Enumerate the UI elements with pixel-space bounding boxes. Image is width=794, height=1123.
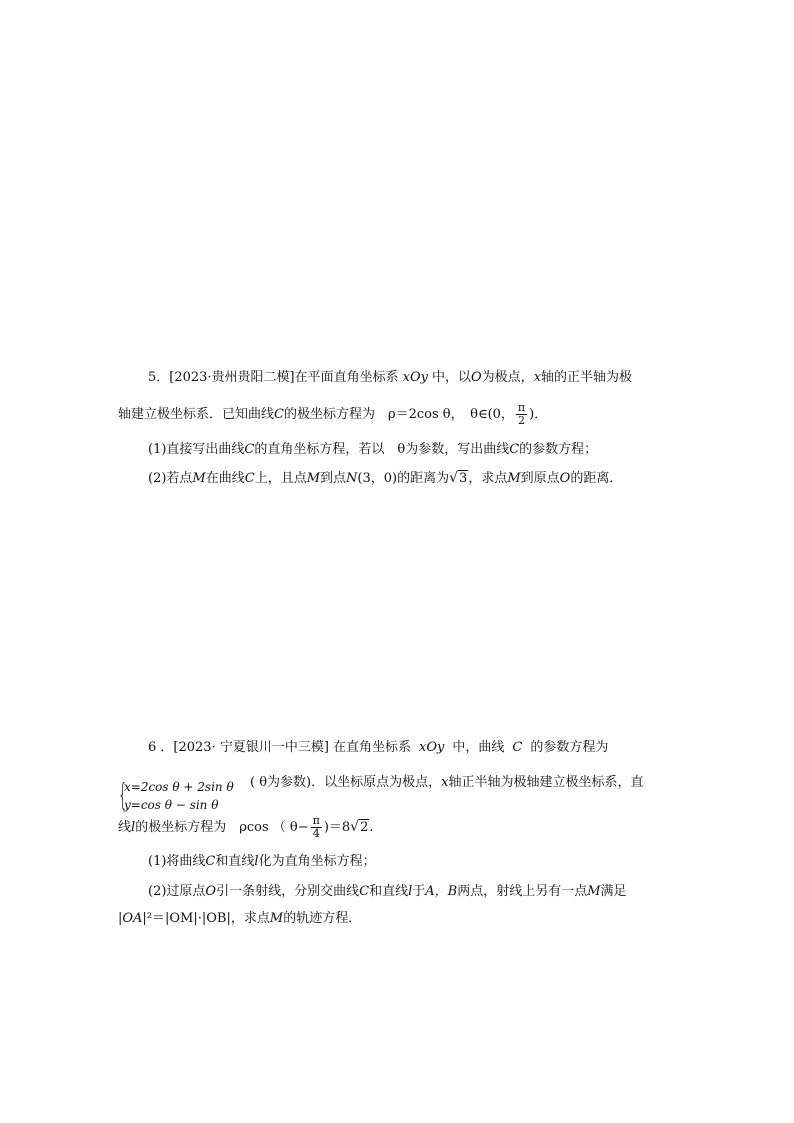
text: O xyxy=(559,471,571,486)
left-brace: { xyxy=(118,778,128,813)
text: 中，曲线 xyxy=(452,740,505,755)
problem5-line1 xyxy=(148,368,632,388)
text: 的直角坐标方程，若以 θ为参数，写出曲线 xyxy=(254,442,510,457)
text: l xyxy=(254,854,259,869)
text: . xyxy=(369,820,374,835)
text: (2)过原点 xyxy=(148,884,206,899)
radicand: 2 xyxy=(360,820,369,835)
text: l xyxy=(408,884,413,899)
text: 上，且点 xyxy=(254,471,307,486)
problem6-q1 xyxy=(148,852,376,872)
text: 到原点 xyxy=(520,471,560,486)
text: |OA| xyxy=(118,911,147,926)
text: 的距离． xyxy=(570,471,623,486)
text: (2)若点 xyxy=(148,471,193,486)
fraction-numerator: π xyxy=(517,401,526,414)
text: 和直线 xyxy=(369,884,409,899)
text: C xyxy=(244,442,255,457)
fraction xyxy=(516,402,527,427)
text: ( θ为参数)．以坐标原点为极点， xyxy=(250,775,442,790)
text: l xyxy=(131,820,136,835)
text: 的极坐标方程为 ρcos （ θ− xyxy=(135,820,309,835)
system-row-y: y=cos θ − sin θ xyxy=(124,798,219,812)
problem6-q2 xyxy=(148,882,627,902)
text: xOy xyxy=(419,740,445,755)
fraction-denominator: 2 xyxy=(518,414,526,427)
text: )＝8 xyxy=(323,820,351,835)
text: M xyxy=(269,911,284,926)
text: 轴的正半轴为极 xyxy=(541,370,633,385)
text: ²＝|OM|·|OB| xyxy=(146,911,231,926)
text: 满足 xyxy=(600,884,627,899)
text: C xyxy=(244,471,255,486)
fraction xyxy=(311,815,322,840)
text: (1)直接写出曲线 xyxy=(148,442,245,457)
text: C xyxy=(205,854,216,869)
problem5-q1 xyxy=(148,440,597,460)
text: ，求点 xyxy=(468,471,508,486)
text: 引一条射线，分别交曲线 xyxy=(216,884,360,899)
text: 轴正半轴为极轴建立极坐标系，直 xyxy=(448,775,644,790)
text: C xyxy=(509,442,520,457)
problem5-q2 xyxy=(148,468,622,489)
text: C xyxy=(359,884,370,899)
text: ，求点 xyxy=(230,911,270,926)
text: 两点，射线上另有一点 xyxy=(457,884,588,899)
text: 于 xyxy=(412,884,426,899)
fraction-denominator: 4 xyxy=(312,827,320,840)
text: x xyxy=(441,775,449,790)
problem6-line2 xyxy=(250,773,643,793)
text: 的极坐标方程为 ρ＝2cos θ， θ∈(0， xyxy=(283,407,514,422)
system-row-x: x=2cos θ + 2sin θ xyxy=(124,780,234,794)
problem6-line3 xyxy=(118,815,374,840)
radical-sign: √ xyxy=(350,819,360,835)
problem5-line2 xyxy=(118,402,547,427)
problem6-line1 xyxy=(148,738,608,758)
text: M xyxy=(192,471,206,486)
text: 6 ．[2023· 宁夏银川一中三模] 在直角坐标系 xyxy=(148,740,412,755)
text: xOy xyxy=(402,370,428,385)
square-root xyxy=(350,817,369,838)
text: 线 xyxy=(118,820,132,835)
text: 化为直角坐标方程； xyxy=(258,854,376,869)
text: 在曲线 xyxy=(205,471,245,486)
problem6-q2-line2 xyxy=(118,909,361,929)
text: O xyxy=(471,370,482,385)
text: 的参数方程； xyxy=(519,442,598,457)
text: A，B xyxy=(425,884,458,899)
text: 5．[2023·贵州贵阳二模]在平面直角坐标系 xyxy=(148,370,399,385)
text: 和直线 xyxy=(215,854,255,869)
text: 到点 xyxy=(320,471,347,486)
fraction-numerator: π xyxy=(312,814,320,827)
text: 轴建立极坐标系．已知曲线 xyxy=(118,407,275,422)
text: (1)将曲线 xyxy=(148,854,206,869)
text: C xyxy=(512,740,523,755)
text: M xyxy=(306,471,321,486)
text: x xyxy=(533,370,542,385)
text: 的轨迹方程． xyxy=(283,911,362,926)
text: C xyxy=(274,407,284,422)
radical-sign: √ xyxy=(449,470,459,486)
text: 的参数方程为 xyxy=(530,740,609,755)
text: M xyxy=(507,471,521,486)
text: 中，以 xyxy=(431,370,471,385)
text: N xyxy=(346,471,358,486)
radicand: 3 xyxy=(459,471,468,486)
text: )． xyxy=(529,407,548,422)
text: (3，0)的距离为 xyxy=(357,471,450,486)
square-root xyxy=(449,468,468,489)
text: 为极点， xyxy=(481,370,534,385)
text: M xyxy=(587,884,601,899)
text: O xyxy=(205,884,217,899)
